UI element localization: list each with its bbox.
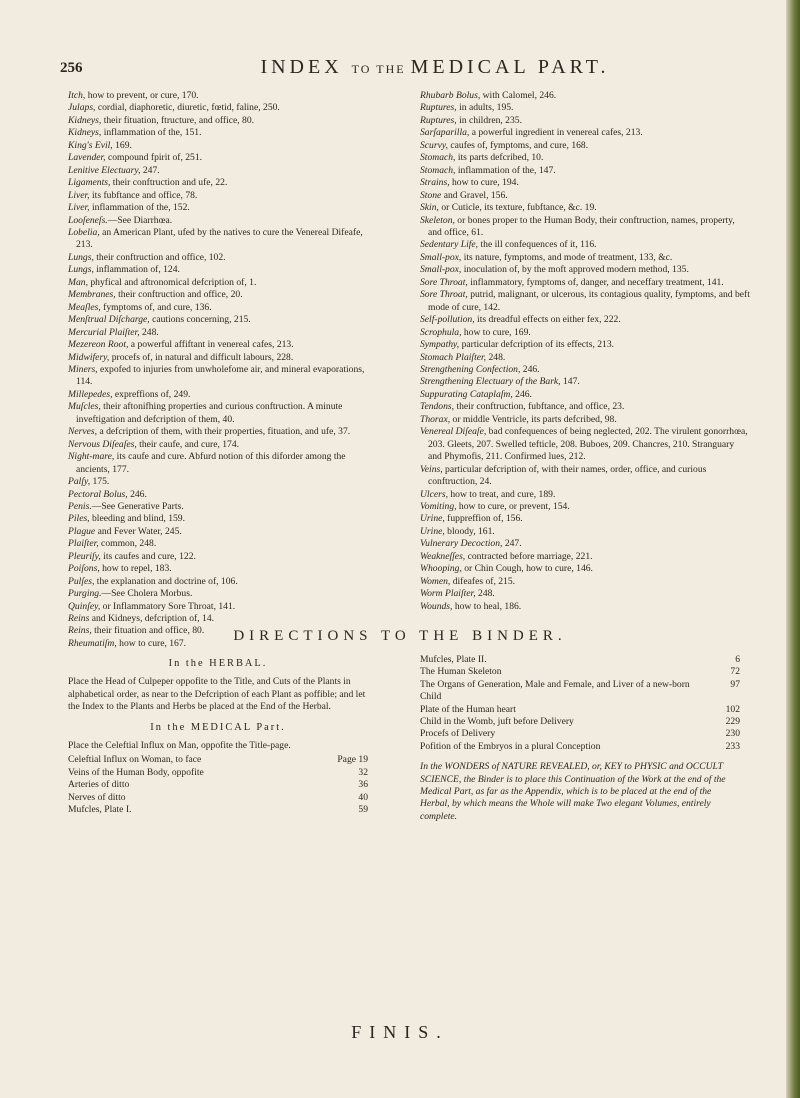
- medical-instructions: Place the Celeftial Influx on Man, oppofite the Title-page.: [68, 740, 291, 752]
- index-entry: [68, 177, 370, 189]
- index-entry-heading: Lobelia,: [68, 226, 100, 238]
- index-entry-heading: Worm Plaiſter,: [420, 588, 476, 600]
- plate-row: [420, 654, 740, 666]
- index-entry-heading: Suppurating Cataplaſm,: [420, 388, 513, 400]
- index-entry-heading: Kidneys,: [68, 127, 102, 139]
- index-entry: [420, 264, 750, 276]
- plate-page-number: Page 19: [337, 754, 368, 766]
- index-entry-heading: Sarſaparilla,: [420, 127, 470, 139]
- index-entry: [420, 389, 750, 401]
- index-entry-text: fuppreffion of, 156.: [444, 513, 523, 525]
- index-entry-text: its caufe and cure. Abfurd notion of this diforder among the ancients, 177.: [76, 451, 346, 475]
- index-entry-text: bloody, 161.: [444, 525, 495, 537]
- index-entry-heading: Wounds,: [420, 600, 453, 612]
- plate-row: [420, 741, 740, 753]
- index-entry: [420, 414, 750, 426]
- index-entry-text: 169.: [112, 139, 132, 151]
- index-entry: [420, 426, 750, 463]
- index-entry-heading: Quinſey,: [68, 600, 101, 612]
- plate-row: [68, 754, 368, 766]
- index-entry-heading: Miners,: [68, 363, 98, 375]
- plate-label: Celeftial Influx on Woman, to face: [68, 754, 202, 766]
- index-entry-heading: Sore Throat,: [420, 276, 468, 288]
- index-entry-text: how to prevent, or cure, 170.: [85, 90, 199, 101]
- index-entry-heading: Looſeneſs.: [68, 214, 108, 226]
- index-entry-heading: Pleuriſy,: [68, 550, 101, 562]
- running-title-medical-part: MEDICAL PART.: [410, 56, 610, 78]
- plate-page-number: 233: [725, 740, 740, 752]
- index-entry-text: 248.: [486, 351, 506, 363]
- index-entry: [68, 215, 370, 227]
- index-entry-heading: Plaiſter,: [68, 538, 99, 550]
- index-entry-text: cordial, diaphoretic, diuretic, fœtid, faline, 250.: [95, 102, 280, 114]
- index-entry: [420, 127, 750, 139]
- index-entry-heading: Midwifery,: [68, 351, 110, 363]
- index-entry-heading: Reins: [68, 613, 90, 625]
- plate-page-number: 230: [725, 728, 740, 740]
- index-entry-heading: Nerves,: [68, 426, 98, 438]
- plate-row: [420, 728, 740, 740]
- index-entry-heading: Whooping,: [420, 563, 462, 575]
- index-entry-heading: Strains,: [420, 177, 450, 189]
- index-entry-text: a powerful affiftant in venereal cafes, 213.: [128, 339, 294, 351]
- plate-label: Mufcles, Plate I.: [68, 804, 132, 816]
- index-entry: [420, 140, 750, 152]
- index-entry-heading: Tendons,: [420, 401, 455, 413]
- index-entry-text: how to heal, 186.: [452, 600, 522, 612]
- plate-page-number: 229: [725, 716, 740, 728]
- index-entry-heading: Menſtrual Diſcharge,: [68, 314, 150, 326]
- index-entry: [68, 152, 370, 164]
- index-entry-text: how to treat, and cure, 189.: [447, 488, 556, 500]
- index-entry-heading: Small-pox,: [420, 251, 462, 263]
- index-entry: [68, 389, 370, 401]
- index-entry-text: —See Cholera Morbus.: [101, 588, 193, 600]
- index-entry-text: with Calomel, 246.: [480, 90, 557, 101]
- index-entry-heading: Stomach,: [420, 164, 456, 176]
- plate-page-number: 102: [725, 703, 740, 715]
- index-entry-text: their conftruction and office, 102.: [93, 251, 226, 263]
- index-entry-heading: Vomiting,: [420, 500, 457, 512]
- index-entry: [68, 364, 370, 389]
- index-entry-text: or bones proper to the Human Body, their conftruction, names, property, and office, 61.: [428, 214, 735, 238]
- index-entry: [68, 613, 370, 625]
- index-entry-heading: Millepedes,: [68, 388, 113, 400]
- index-entry: [420, 551, 750, 563]
- index-entry-text: inflammation of the, 147.: [455, 164, 556, 176]
- index-entry: [68, 127, 370, 139]
- index-entry-text: contracted before marriage, 221.: [465, 550, 593, 562]
- index-entry-text: 246.: [520, 363, 540, 375]
- index-entry-text: and Gravel, 156.: [441, 189, 508, 201]
- plate-page-number: 6: [735, 654, 740, 665]
- index-entry-text: how to cure, 194.: [449, 177, 519, 189]
- index-entry: [68, 601, 370, 613]
- index-entry-heading: Itch,: [68, 90, 86, 101]
- plate-label: Mufcles, Plate II.: [420, 654, 487, 665]
- index-entry-heading: Strengthening Electuary of the Bark,: [420, 376, 561, 388]
- plate-page-number: 72: [730, 666, 740, 678]
- index-entry-text: procefs of, in natural and difficult labours, 228.: [109, 351, 294, 363]
- index-entry-heading: Night-mare,: [68, 451, 115, 463]
- index-entry: [420, 513, 750, 525]
- index-entry-text: its nature, fymptoms, and mode of treatment, 133, &c.: [461, 251, 673, 263]
- index-entry-heading: Liver,: [68, 189, 90, 201]
- directions-title: DIRECTIONS TO THE BINDER.: [233, 628, 567, 644]
- index-entry-text: an American Plant, ufed by the natives to cure the Venereal Difeafe, 213.: [76, 226, 363, 251]
- index-entry: [420, 339, 750, 351]
- plate-page-number: 59: [358, 804, 368, 816]
- plate-row: [420, 666, 740, 678]
- index-entry-text: expreffions of, 249.: [112, 388, 191, 400]
- index-entry-text: or Inflammatory Sore Throat, 141.: [100, 600, 236, 612]
- index-entry: [420, 401, 750, 413]
- index-entry-text: how to cure, 169.: [461, 326, 531, 338]
- index-entry: [420, 102, 750, 114]
- index-entry-heading: Thorax,: [420, 413, 451, 425]
- index-entry-heading: Poiſons,: [68, 563, 100, 575]
- index-entry-heading: Urine,: [420, 513, 445, 525]
- plate-list-right: [420, 654, 740, 753]
- index-entry-text: inflammation of the, 151.: [101, 127, 202, 139]
- index-entry-heading: Ruptures,: [420, 114, 457, 126]
- index-entry: [68, 513, 370, 525]
- index-entry-heading: King's Evil,: [68, 139, 113, 151]
- index-entry-text: how to cure, 167.: [116, 637, 187, 649]
- index-entry-text: or Cuticle, its texture, fubftance, &c. 19.: [438, 202, 597, 214]
- plate-page-number: 36: [358, 779, 368, 791]
- index-entry-heading: Ligaments,: [68, 177, 111, 189]
- index-entry-heading: Scurvy,: [420, 139, 448, 151]
- index-entry-text: how to repel, 183.: [99, 563, 172, 575]
- index-entry-text: inflammation of the, 152.: [89, 202, 190, 214]
- directions-left: [68, 656, 368, 816]
- wonders-note: In the WONDERS of NATURE REVEALED, or, KEY to PHYSIC and OCCULT SCIENCE, the Binder is to place this Continuation of the Work at the end of the Medical Part, as far as the Appendix, which is to be placed at the end of the Herbal, by which means the Whole will make Two elegant Volumes, entirely complete.: [420, 761, 726, 822]
- page-number: 256: [60, 60, 83, 76]
- index-entry-heading: Membranes,: [68, 289, 116, 301]
- index-entry-text: their caufe, and cure, 174.: [136, 438, 240, 450]
- index-entry-text: their fituation, ftructure, and office, 80.: [101, 114, 255, 126]
- index-entry-text: and Fever Water, 245.: [95, 525, 182, 537]
- index-entry-text: their conftruction and ufe, 22.: [110, 177, 228, 189]
- index-entry-heading: Self-pollution,: [420, 314, 475, 326]
- index-entry: [68, 277, 370, 289]
- index-entry-heading: Stomach Plaiſter,: [420, 351, 487, 363]
- index-entry: [420, 327, 750, 339]
- index-entry-text: in adults, 195.: [456, 102, 514, 114]
- index-entry-text: particular defcription of its effects, 213.: [459, 339, 615, 351]
- plate-label: The Human Skeleton: [420, 666, 502, 678]
- herbal-instructions: Place the Head of Culpeper oppofite to the Title, and Cuts of the Plants in alphabetical order, as near to the Defcription of each Plant as poffible; and let the Index to the Plants and Herbs be placed at the End of the Herbal.: [68, 676, 366, 713]
- index-entry-heading: Liver,: [68, 202, 90, 214]
- index-entry-heading: Lavender,: [68, 152, 106, 164]
- index-entry-heading: Stone: [420, 189, 442, 201]
- index-entry: [68, 115, 370, 127]
- index-entry-text: a defcription of them, with their properties, fituation, and ufe, 37.: [97, 426, 351, 438]
- index-entry-text: compound fpirit of, 251.: [105, 152, 203, 164]
- index-entry-heading: Lungs,: [68, 264, 94, 276]
- plate-list-left: [68, 754, 368, 816]
- plate-label: Nerves of ditto: [68, 791, 126, 803]
- index-column-left: [68, 90, 370, 650]
- index-entry-heading: Sedentary Life,: [420, 239, 479, 251]
- index-entry: [420, 314, 750, 326]
- index-entry-text: and Kidneys, defcription of, 14.: [89, 613, 215, 625]
- running-title: [120, 56, 750, 79]
- index-entry-text: inflammation of, 124.: [93, 264, 180, 276]
- index-entry: [68, 451, 370, 476]
- index-entry-heading: Plague: [68, 525, 96, 537]
- plate-row: [68, 804, 368, 816]
- index-entry-text: phyfical and aftronomical defcription of, 1.: [87, 276, 257, 288]
- index-entry: [68, 252, 370, 264]
- index-entry: [68, 538, 370, 550]
- plate-row: [68, 767, 368, 779]
- index-entry-text: fymptoms of, and cure, 136.: [100, 301, 212, 313]
- index-entry: [420, 376, 750, 388]
- index-entry-heading: Palſy,: [68, 476, 91, 488]
- running-title-index: INDEX: [260, 56, 352, 78]
- index-entry-heading: Lungs,: [68, 251, 94, 263]
- index-entry: [68, 165, 370, 177]
- index-entry-text: inflammatory, fymptoms of, danger, and neceffary treatment, 141.: [467, 276, 724, 288]
- index-entry: [420, 538, 750, 550]
- index-entry: [68, 327, 370, 339]
- index-entry: [68, 476, 370, 488]
- index-entry-heading: Pulſes,: [68, 575, 95, 587]
- index-entry: [420, 202, 750, 214]
- index-entry: [420, 115, 750, 127]
- index-entry-heading: Vulnerary Decoction,: [420, 538, 503, 550]
- running-title-to-the: TO THE: [351, 62, 411, 76]
- plate-label: Arteries of ditto: [68, 779, 130, 791]
- index-entry-heading: Women,: [420, 575, 451, 587]
- plate-label: Plate of the Human heart: [420, 703, 516, 715]
- index-entry-heading: Urine,: [420, 525, 445, 537]
- index-entry-text: a powerful ingredient in venereal cafes, 213.: [469, 127, 643, 139]
- index-entry: [68, 264, 370, 276]
- index-entry-heading: Ulcers,: [420, 488, 448, 500]
- index-entry: [68, 302, 370, 314]
- plate-label: Procefs of Delivery: [420, 728, 496, 740]
- index-entry: [68, 489, 370, 501]
- index-entry-text: their conftruction, fubftance, and office, 23.: [454, 401, 625, 413]
- plate-row: [68, 779, 368, 791]
- index-entry-text: their fituation and office, 80.: [91, 625, 205, 637]
- index-entry: [68, 339, 370, 351]
- index-entry-text: —See Generative Parts.: [91, 500, 184, 512]
- index-entry: [68, 439, 370, 451]
- index-entry-heading: Skin,: [420, 202, 439, 214]
- index-entry: [420, 588, 750, 600]
- index-entry-heading: Scrophula,: [420, 326, 462, 338]
- index-entry-heading: Strengthening Confection,: [420, 363, 521, 375]
- index-entry-heading: Piles,: [68, 513, 90, 525]
- index-entry: [68, 90, 370, 102]
- plate-row: [68, 792, 368, 804]
- index-entry: [68, 501, 370, 513]
- plate-page-number: 32: [358, 766, 368, 778]
- index-entry-text: the ill confequences of it, 116.: [478, 239, 597, 251]
- index-entry: [68, 314, 370, 326]
- index-entry-heading: Ruptures,: [420, 102, 457, 114]
- index-entry: [68, 563, 370, 575]
- index-entry-text: its fubftance and office, 78.: [89, 189, 198, 201]
- index-entry-text: common, 248.: [98, 538, 157, 550]
- index-entry: [420, 464, 750, 489]
- plate-row: [420, 704, 740, 716]
- index-entry: [420, 576, 750, 588]
- index-entry: [420, 215, 750, 240]
- index-entry-text: 175.: [90, 476, 110, 488]
- index-entry-heading: Weakneſſes,: [420, 550, 466, 562]
- index-entry: [68, 551, 370, 563]
- index-entry-text: bleeding and blind, 159.: [89, 513, 185, 525]
- index-entry: [420, 239, 750, 251]
- directions-right: [420, 654, 740, 831]
- index-entry: [420, 526, 750, 538]
- index-entry-heading: Reins,: [68, 625, 92, 637]
- medical-heading: In the MEDICAL Part.: [150, 721, 286, 733]
- index-entry: [420, 501, 750, 513]
- index-entry-heading: Meaſles,: [68, 301, 101, 313]
- index-entry-text: their aftonifhing properties and curious conftruction. A minute inveftigation and defcription of them, 40.: [76, 401, 343, 425]
- index-entry-text: its dreadful effects on either fex, 222.: [474, 314, 621, 326]
- index-entry: [420, 152, 750, 164]
- index-entry-heading: Nervous Diſeaſes,: [68, 438, 137, 450]
- index-entry: [420, 165, 750, 177]
- index-entry-text: in children, 235.: [456, 114, 522, 126]
- index-entry: [68, 426, 370, 438]
- index-entry: [420, 563, 750, 575]
- index-entry-heading: Rheumatiſm,: [68, 637, 117, 649]
- plate-page-number: 97: [730, 678, 740, 690]
- index-entry-text: cautions concerning, 215.: [149, 314, 251, 326]
- index-entry-heading: Rhubarb Bolus,: [420, 90, 481, 101]
- index-entry-heading: Lenitive Electuary,: [68, 164, 141, 176]
- index-entry-heading: Man,: [68, 276, 88, 288]
- index-entry-text: 248.: [475, 588, 495, 600]
- index-entry-heading: Julaps,: [68, 102, 96, 114]
- index-entry-heading: Kidneys,: [68, 114, 102, 126]
- index-entry-heading: Sympathy,: [420, 339, 460, 351]
- index-entry: [68, 102, 370, 114]
- index-entry: [68, 576, 370, 588]
- plate-row: [420, 679, 740, 704]
- index-entry: [68, 588, 370, 600]
- plate-label: Veins of the Human Body, oppofite: [68, 766, 204, 778]
- index-entry-text: its parts defcribed, 10.: [455, 152, 544, 164]
- index-entry-text: 248.: [139, 326, 159, 338]
- index-entry-heading: Skeleton,: [420, 214, 455, 226]
- index-entry-heading: Stomach,: [420, 152, 456, 164]
- index-entry: [420, 190, 750, 202]
- index-entry-text: difeafes of, 215.: [450, 575, 516, 587]
- plate-label: The Organs of Generation, Male and Female, and Liver of a new-born Child: [420, 678, 690, 703]
- index-entry-text: 246.: [512, 388, 532, 400]
- index-entry: [68, 140, 370, 152]
- index-entry-heading: Mezereon Root,: [68, 339, 129, 351]
- index-entry-text: the explanation and doctrine of, 106.: [94, 575, 238, 587]
- index-entry: [420, 364, 750, 376]
- index-entry-text: —See Diarrhœa.: [107, 214, 173, 226]
- index-entry-text: putrid, malignant, or ulcerous, its contagious quality, fymptoms, and beft mode of cure, 142.: [428, 289, 750, 313]
- index-entry-text: its caufes and cure, 122.: [100, 550, 196, 562]
- plate-row: [420, 716, 740, 728]
- index-entry-text: how to cure, or prevent, 154.: [456, 500, 570, 512]
- plate-label: Pofition of the Embryos in a plural Conception: [420, 740, 601, 752]
- page-edge-shadow: [786, 0, 800, 1098]
- index-entry-text: expofed to injuries from unwholefome air, and mineral evaporations, 114.: [76, 363, 365, 388]
- plate-page-number: 40: [358, 791, 368, 803]
- index-entry-heading: Veins,: [420, 463, 443, 475]
- index-entry-text: 247.: [140, 164, 160, 176]
- index-entry: [68, 352, 370, 364]
- index-entry: [420, 601, 750, 613]
- index-column-right: [420, 90, 750, 613]
- index-entry-heading: Venereal Diſeaſe,: [420, 426, 487, 438]
- index-entry-text: or Chin Cough, how to cure, 146.: [461, 563, 593, 575]
- page-header: [60, 56, 750, 82]
- plate-label: Child in the Womb, juft before Delivery: [420, 716, 574, 728]
- index-entry-text: 147.: [560, 376, 580, 388]
- index-entry-heading: Purging.: [68, 588, 102, 600]
- index-entry: [68, 401, 370, 426]
- index-entry: [420, 90, 750, 102]
- index-entry-heading: Penis.: [68, 500, 92, 512]
- index-entry: [68, 227, 370, 252]
- index-entry: [420, 177, 750, 189]
- index-entry: [68, 202, 370, 214]
- index-entry-heading: Muſcles,: [68, 401, 101, 413]
- index-entry-heading: Sore Throat,: [420, 289, 468, 301]
- index-entry-heading: Pectoral Bolus,: [68, 488, 128, 500]
- index-entry: [420, 252, 750, 264]
- herbal-heading: In the HERBAL.: [168, 658, 268, 669]
- index-entry-text: bad confequences of being neglected, 202. The virulent gonorrhœa, 203. Gleets, 207. Swelled tefticle, 208. Buboes, 209. Chancres, 210. Stranguary and Phymofis, 211. Confirmed lues, 212.: [428, 426, 748, 463]
- index-entry: [68, 190, 370, 202]
- index-entry: [420, 289, 750, 314]
- index-entry-text: caufes of, fymptoms, and cure, 168.: [447, 139, 589, 151]
- index-entry: [420, 489, 750, 501]
- index-entry-heading: Mercurial Plaiſter,: [68, 326, 140, 338]
- index-entry: [420, 277, 750, 289]
- index-entry: [68, 289, 370, 301]
- index-entry-text: their conftruction and office, 20.: [115, 289, 243, 301]
- index-entry: [420, 352, 750, 364]
- index-entry-text: 247.: [502, 538, 522, 550]
- finis: FINIS.: [351, 1022, 449, 1042]
- index-entry-text: particular defcription of, with their names, order, office, and curious conftruction, 24.: [428, 463, 707, 488]
- index-entry-text: 246.: [127, 488, 147, 500]
- index-entry-text: inoculation of, by the moft approved modern method, 135.: [461, 264, 689, 276]
- index-entry-text: or middle Ventricle, its parts defcribed, 98.: [450, 413, 617, 425]
- index-entry-heading: Small-pox,: [420, 264, 462, 276]
- index-entry: [68, 526, 370, 538]
